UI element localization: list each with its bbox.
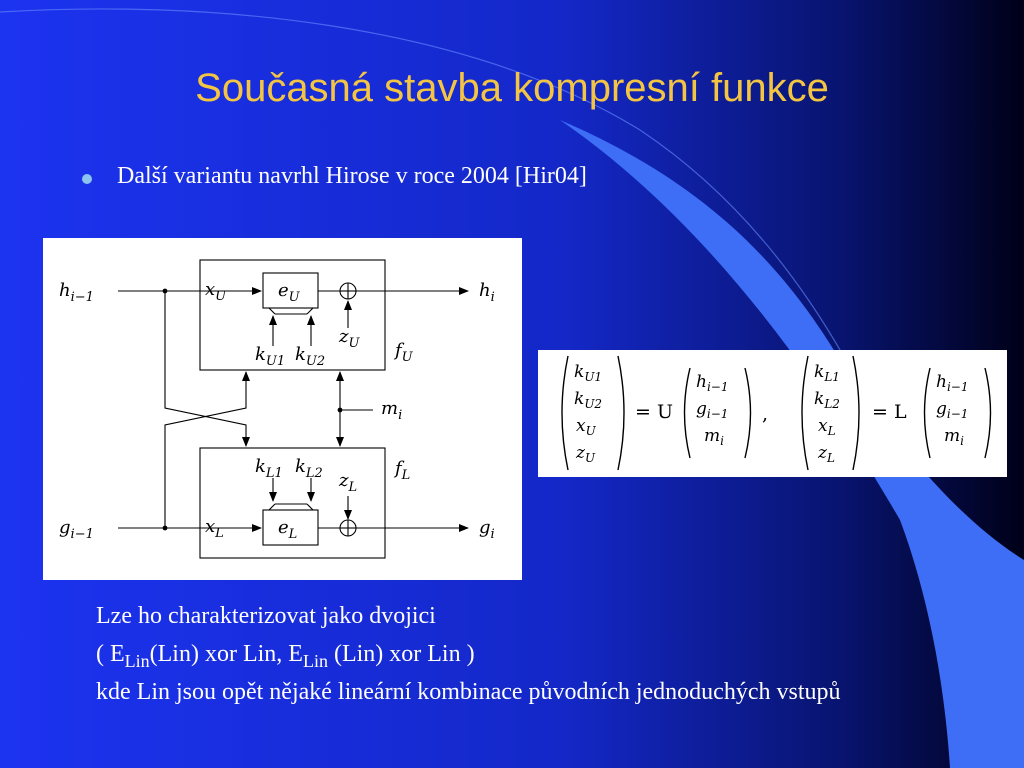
label-h-im1: $h_{i-1}$	[59, 280, 94, 305]
label-h-i: $h_i$	[479, 280, 495, 305]
eq-lower-lhs-1: $k_{L2}$	[814, 389, 840, 411]
hirose-diagram	[43, 238, 522, 580]
body-line-2: ( $E_{Lin}(Lin)$ xor Lin, $E_{Lin}$ (Lin) xor Lin )	[96, 641, 475, 671]
eq-upper-lhs-2: $x_U$	[576, 416, 596, 438]
label-e-u: $e_U$	[278, 280, 300, 305]
upper-cipher-key-wedge-right	[307, 308, 313, 314]
upper-junction-dot	[163, 289, 168, 294]
label-z-l: $z_L$	[339, 470, 358, 495]
label-e-l: $e_L$	[278, 517, 298, 542]
lower-rhs-paren-right	[985, 368, 991, 458]
eq-upper-op: = U	[635, 401, 673, 423]
lower-rhs-paren-left	[925, 368, 931, 458]
eq-lower-lhs-0: $k_{L1}$	[814, 362, 840, 384]
eq-lower-rhs-2: $m_i$	[944, 426, 964, 448]
label-x-u: $x_U$	[205, 279, 227, 304]
label-k-u1: $k_{U1}$	[255, 344, 286, 369]
upper-rhs-paren-right	[745, 368, 751, 458]
slide-title: Současná stavba kompresní funkce	[195, 66, 829, 110]
m-junction-dot	[338, 408, 343, 413]
eq-upper-lhs-1: $k_{U2}$	[574, 389, 603, 411]
label-z-u: $z_U$	[339, 326, 360, 351]
equation-panel	[538, 350, 1007, 477]
label-x-l: $x_L$	[205, 516, 224, 541]
bullet-text: Další variantu navrhl Hirose v roce 2004 [Hir04]	[117, 163, 587, 189]
lower-cipher-key-wedge-right	[307, 504, 313, 510]
upper-lhs-paren-right	[618, 356, 624, 470]
label-g-im1: $g_{i-1}$	[59, 517, 94, 542]
eq-upper-lhs-3: $z_U$	[576, 443, 596, 465]
eq-lower-rhs-0: $h_{i-1}$	[936, 372, 969, 394]
label-k-l2: $k_{L2}$	[295, 456, 323, 481]
upper-block-box	[200, 260, 385, 370]
eq-upper-rhs-1: $g_{i-1}$	[696, 399, 729, 421]
lower-cipher-key-wedge-left	[269, 504, 275, 510]
eq-upper-rhs-0: $h_{i-1}$	[696, 372, 729, 394]
eq-lower-lhs-2: $x_L$	[818, 416, 836, 438]
upper-rhs-paren-left	[685, 368, 691, 458]
upper-lhs-paren-left	[562, 356, 568, 470]
body-line-1: Lze ho charakterizovat jako dvojici	[96, 603, 436, 629]
lower-lhs-paren-left	[802, 356, 808, 470]
eq-lower-rhs-1: $g_{i-1}$	[936, 399, 969, 421]
lower-lhs-paren-right	[853, 356, 859, 470]
label-g-i: $g_i$	[479, 517, 495, 542]
eq-upper-lhs-0: $k_{U1}$	[574, 362, 603, 384]
label-m-i: $m_i$	[381, 398, 403, 423]
eq-lower-op: = L	[872, 401, 907, 423]
body-line-3: kde Lin jsou opět nějaké lineární kombinace původních jednoduchých vstupů	[96, 679, 841, 705]
bullet-icon	[82, 174, 92, 184]
upper-cipher-key-wedge-left	[269, 308, 275, 314]
eq-lower-lhs-3: $z_L$	[818, 443, 835, 465]
label-k-u2: $k_{U2}$	[295, 344, 326, 369]
label-k-l1: $k_{L1}$	[255, 456, 283, 481]
label-f-l: $f_L$	[395, 458, 411, 483]
eq-upper-rhs-2: $m_i$	[704, 426, 724, 448]
cross-wire-g-to-upper	[165, 372, 246, 528]
label-f-u: $f_U$	[395, 340, 413, 365]
lower-junction-dot	[163, 526, 168, 531]
eq-separator: ,	[762, 403, 769, 425]
